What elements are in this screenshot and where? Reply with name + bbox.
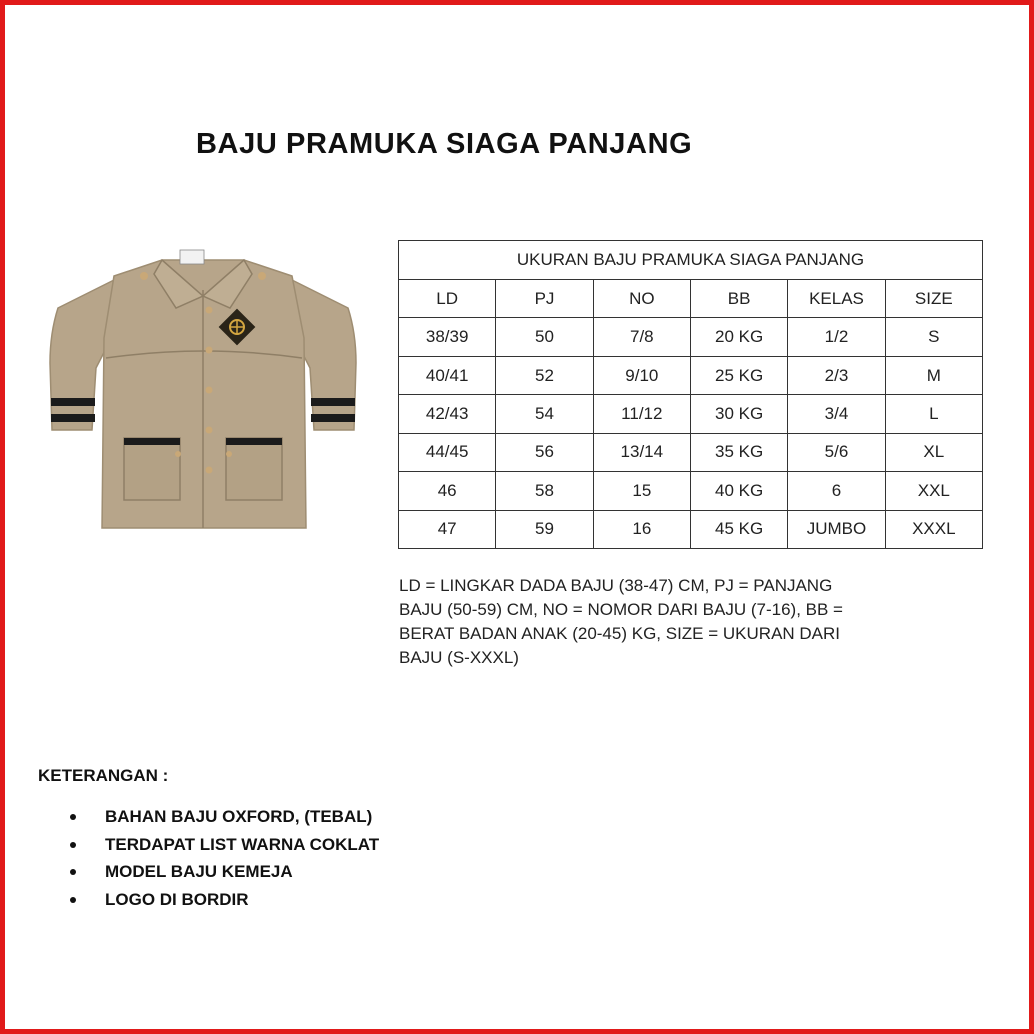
table-row <box>399 395 983 433</box>
cell-ld: 47 <box>399 510 496 548</box>
header-size: SIZE <box>885 280 982 318</box>
header-pj: PJ <box>496 280 593 318</box>
cell-pj: 52 <box>496 356 593 394</box>
cell-kelas: JUMBO <box>788 510 885 548</box>
cell-pj: 54 <box>496 395 593 433</box>
header-ld: LD <box>399 280 496 318</box>
note-text: TERDAPAT LIST WARNA COKLAT <box>105 834 380 854</box>
cell-pj: 58 <box>496 472 593 510</box>
cell-size: L <box>885 395 982 433</box>
cell-ld: 40/41 <box>399 356 496 394</box>
cell-pj: 56 <box>496 433 593 471</box>
scout-shirt-image <box>44 238 362 534</box>
note-text: LOGO DI BORDIR <box>105 889 249 909</box>
cell-kelas: 3/4 <box>788 395 885 433</box>
size-table <box>398 240 983 549</box>
cell-ld: 38/39 <box>399 318 496 356</box>
page-title: BAJU PRAMUKA SIAGA PANJANG <box>196 128 693 160</box>
table-row <box>399 356 983 394</box>
list-item <box>66 806 379 834</box>
cell-size: XXXL <box>885 510 982 548</box>
table-row <box>399 318 983 356</box>
cell-kelas: 5/6 <box>788 433 885 471</box>
cell-bb: 20 KG <box>690 318 787 356</box>
table-row <box>399 510 983 548</box>
table-row <box>399 433 983 471</box>
header-kelas: KELAS <box>788 280 885 318</box>
cell-ld: 46 <box>399 472 496 510</box>
cell-bb: 30 KG <box>690 395 787 433</box>
cell-kelas: 2/3 <box>788 356 885 394</box>
list-item <box>66 834 379 862</box>
cell-kelas: 1/2 <box>788 318 885 356</box>
cell-size: XL <box>885 433 982 471</box>
list-item <box>66 861 379 889</box>
cell-size: M <box>885 356 982 394</box>
table-row <box>399 472 983 510</box>
cell-bb: 45 KG <box>690 510 787 548</box>
size-table-header-row <box>399 280 983 318</box>
cell-ld: 42/43 <box>399 395 496 433</box>
header-no: NO <box>593 280 690 318</box>
list-item <box>66 889 379 917</box>
cell-ld: 44/45 <box>399 433 496 471</box>
abbreviation-legend: LD = LINGKAR DADA BAJU (38-47) CM, PJ = PANJANG BAJU (50-59) CM, NO = NOMOR DARI BAJU (7-16), BB = BERAT BADAN ANAK (20-45) KG, SIZE = UKURAN DARI BAJU (S-XXXL) <box>399 576 843 667</box>
cell-no: 7/8 <box>593 318 690 356</box>
cell-pj: 59 <box>496 510 593 548</box>
note-text: BAHAN BAJU OXFORD, (TEBAL) <box>105 807 373 826</box>
cell-size: XXL <box>885 472 982 510</box>
cell-kelas: 6 <box>788 472 885 510</box>
cell-bb: 40 KG <box>690 472 787 510</box>
notes-list <box>66 806 379 916</box>
bullet-icon <box>70 842 76 848</box>
cell-no: 9/10 <box>593 356 690 394</box>
notes-title: KETERANGAN : <box>38 766 169 785</box>
cell-bb: 35 KG <box>690 433 787 471</box>
bullet-icon <box>70 869 76 875</box>
cell-pj: 50 <box>496 318 593 356</box>
header-bb: BB <box>690 280 787 318</box>
cell-bb: 25 KG <box>690 356 787 394</box>
note-text: MODEL BAJU KEMEJA <box>105 862 293 881</box>
size-table-caption: UKURAN BAJU PRAMUKA SIAGA PANJANG <box>399 241 983 280</box>
cell-no: 15 <box>593 472 690 510</box>
cell-no: 11/12 <box>593 395 690 433</box>
bullet-icon <box>70 814 76 820</box>
cell-no: 16 <box>593 510 690 548</box>
bullet-icon <box>70 897 76 903</box>
cell-size: S <box>885 318 982 356</box>
cell-no: 13/14 <box>593 433 690 471</box>
